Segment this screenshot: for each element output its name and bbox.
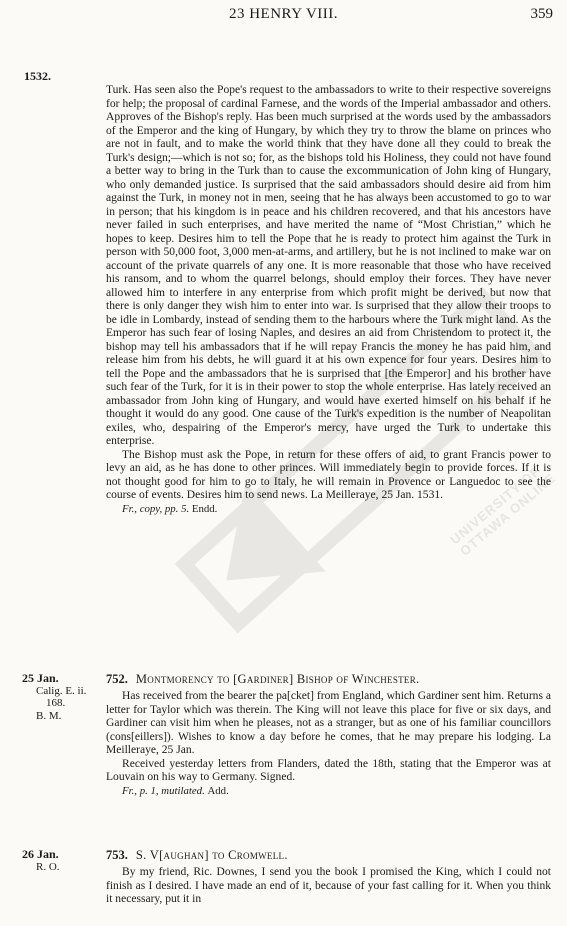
entry-752-margin — [22, 672, 92, 722]
page-number: 359 — [530, 6, 553, 22]
entry-752-ref3: B. M. — [36, 709, 62, 722]
entry-753-ref1: R. O. — [36, 860, 60, 873]
entry-752-body — [106, 690, 551, 798]
main-paragraph-1: Turk. Has seen also the Pope's request to the ambassadors to write to their respective sovereigns for help; the proposal of cardinal Farnese, and the words of the Imperial ambassador and others. Approves of the Bishop's reply. Has been much surprised at the words used by the ambassadors of the Emperor and the king of Hungary, by which they try to throw the blame on princes who are not in fault, and to make the world think that they have done all they could to break the Turk's design;—which is not so; for, as the bishops told his Holiness, they could not have found a better way to bring in the Turk than to cause the excommunication of John king of Hungary, who only demanded justice. Is surprised that the said ambassadors should desire aid from him against the Turk, in money not in men, seeing that he has always been accustomed to go to war in person; that his kingdom is in peace and his children recovered, and that his ancestors have never failed in such enterprises, and have merited the name of “Most Christian,” which he hopes to keep. Desires him to tell the Pope that he is ready to protect him against the Turk in person with 50,000 foot, 3,000 men-at-arms, and artillery, but he is not inclined to make war on account of the private quarrels of any one. It is more reasonable that those who have received his ransom, and to whom the quarrel belongs, should employ their forces. They have never allowed him to interfere in any enterprise from which profit might be derived, but now that there is only danger they wish him to enter into war. Is surprised that they allow their troops to be idle in Lombardy, instead of sending them to the harbours where the Turk might land. As the Emperor has such fear of losing Naples, and desires an aid from Christendom to protect it, the bishop may tell his ambassadors that if he will repay Francis the money he has paid him, and release him from his debts, he will guard it at his own expence for four years. Desires him to tell the Pope and the ambassadors that he is surprised that [the Emperor] and his brother have such fear of the Turk, for it is in their power to stop the whole enterprise. Has lately received an ambassador from John king of Hungary, and would have exerted himself on his behalf if he thought it would do any good. One cause of the Turk's expedition is the number of Neapolitan exiles, who, despairing of the Emperor's mercy, have urged the Turk to undertake this enterprise. — [106, 84, 551, 447]
entry-753-title: S. V[aughan] to Cromwell. — [135, 848, 288, 862]
entry-752-ref1: Calig. E. ii. — [36, 684, 87, 697]
source-endorsement: Endd. — [191, 502, 218, 515]
entry-753-number: 753. — [106, 848, 128, 862]
entry-753-body — [106, 866, 551, 907]
source-desc: Fr., copy, pp. 5. — [122, 502, 190, 515]
entry-753-date: 26 Jan. — [22, 847, 59, 861]
main-entry-body — [106, 84, 551, 516]
library-stamp: UNIVERSITY OF OTTAWA ONLINE — [447, 463, 559, 559]
entry-752-ref2: 168. — [46, 697, 66, 709]
source-address: Add. — [207, 784, 229, 797]
entry-752-source-note — [122, 785, 551, 798]
entry-753-margin — [22, 848, 92, 873]
year-margin: 1532. — [24, 69, 51, 83]
entry-753-heading — [106, 848, 551, 863]
main-source-note — [122, 503, 551, 516]
entry-752-date: 25 Jan. — [22, 671, 59, 685]
source-desc: Fr., p. 1, mutilated. — [122, 784, 205, 797]
running-head: 23 HENRY VIII. — [228, 6, 339, 22]
entry-753-paragraph-1: By my friend, Ric. Downes, I send you the book I promised the King, which I could not finish as I desired. I have made an end of it, because of your fast calling for it. When you think it necessary, put it in — [106, 866, 551, 905]
entry-752-title: Montmorency to [Gardiner] Bishop of Winchester. — [135, 672, 420, 686]
entry-752-paragraph-2: Received yesterday letters from Flanders, dated the 18th, stating that the Emperor was at Louvain on his way to Germany. Signed. — [106, 757, 551, 783]
entry-752-paragraph-1: Has received from the bearer the pa[cket] from England, which Gardiner sent him. Returns a letter for Taylor which was therein. The King will not leave this place for five or six days, and Gardiner can visit him when he pleases, not as a stranger, but as one of his familiar councillors (cons[eillers]). Wishes to know a day before he comes, that he may prepare his lodging. La Meilleraye, 25 Jan. — [106, 690, 551, 756]
entry-752-number: 752. — [106, 672, 128, 686]
main-paragraph-2: The Bishop must ask the Pope, in return for these offers of aid, to grant Francis power to levy an aid, as he has done to other princes. Will immediately begin to provide forces. If it is not thought good for him to go to Italy, he will remain in Provence or Languedoc to see the course of events. Desires him to send news. La Meilleraye, 25 Jan. 1531. — [106, 448, 551, 501]
entry-752-heading — [106, 672, 551, 687]
